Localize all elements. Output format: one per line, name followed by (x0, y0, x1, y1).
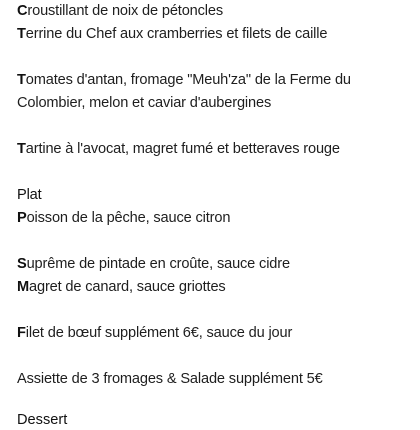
menu-line-text: uprême de pintade en croûte, sauce cidre (26, 256, 290, 272)
initial-letter: T (17, 141, 26, 157)
menu-line-colombier (17, 93, 271, 113)
menu-line-poisson (17, 208, 230, 228)
menu-line-text: agret de canard, sauce griottes (29, 279, 226, 295)
menu-line-fromages (17, 369, 323, 389)
menu-line-text: roustillant de noix de pétoncles (27, 3, 223, 19)
initial-letter: S (17, 256, 27, 272)
menu-line-croustillant (17, 1, 223, 21)
menu-line-filet (17, 323, 292, 343)
menu-line-text: ilet de bœuf supplément 6€, sauce du jour (25, 325, 293, 341)
menu-line-text: artine à l'avocat, magret fumé et betteraves rouge (25, 141, 340, 157)
menu-line-tartine (17, 139, 340, 159)
initial-letter: P (17, 210, 27, 226)
menu-line-text: omates d'antan, fromage "Meuh'za" de la Ferme du (25, 72, 351, 88)
initial-letter: F (17, 325, 26, 341)
initial-letter: M (17, 279, 30, 295)
menu-line-supreme (17, 254, 290, 274)
initial-letter: C (17, 3, 28, 19)
menu-line-text: Assiette de 3 fromages & Salade supplément 5€ (17, 371, 323, 387)
menu-line-text: Colombier, melon et caviar d'aubergines (17, 95, 272, 111)
menu-line-text: oisson de la pêche, sauce citron (26, 210, 231, 226)
menu-line-magret (17, 277, 226, 297)
section-heading-plat (17, 185, 42, 205)
menu-line-tomates (17, 70, 351, 90)
cut-off-heading-dessert: Dessert (17, 412, 68, 428)
section-heading-text: Plat (17, 187, 42, 203)
menu-line-text: errine du Chef aux cramberries et filets de caille (25, 26, 328, 42)
initial-letter: T (17, 72, 26, 88)
menu-line-terrine (17, 24, 327, 44)
initial-letter: T (17, 26, 26, 42)
